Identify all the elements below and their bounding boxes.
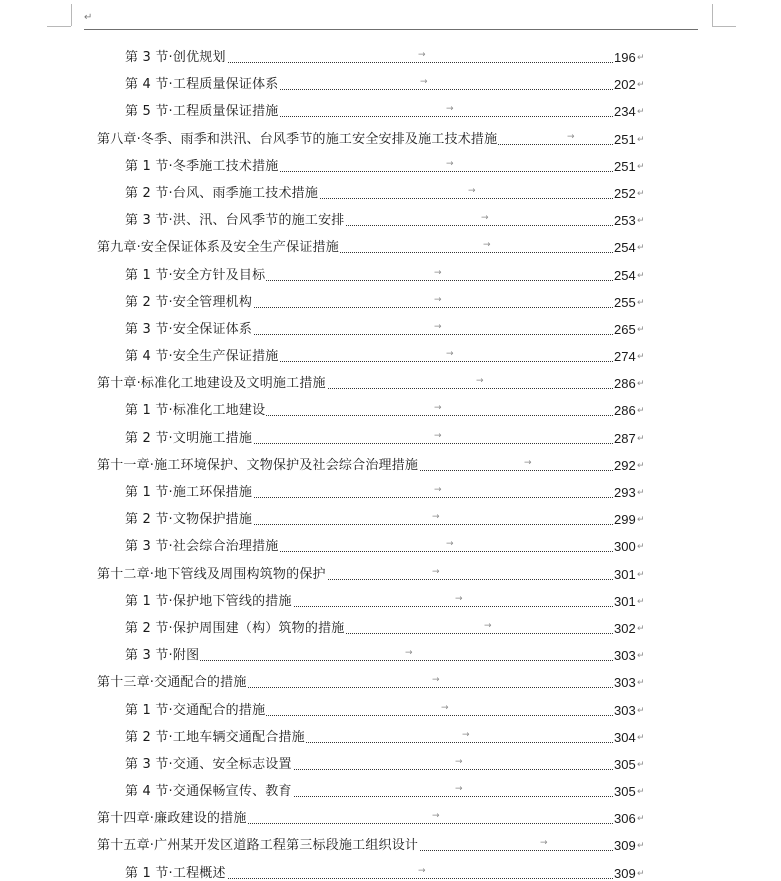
tab-arrow-mark: → [481, 213, 489, 224]
tab-arrow-mark: → [540, 838, 548, 849]
paragraph-mark: ↵ [637, 651, 645, 662]
toc-page-number: 292 [614, 452, 638, 479]
toc-page-number: 305 [614, 751, 638, 778]
toc-entry-title: 第十四章·廉政建设的措施 [97, 805, 248, 832]
paragraph-mark: ↵ [637, 406, 645, 417]
paragraph-mark: ↵ [637, 841, 645, 852]
toc-entry-title: 第十二章·地下管线及周围构筑物的保护 [97, 561, 327, 588]
tab-arrow-mark: → [446, 104, 454, 115]
toc-page-number: 287 [614, 425, 638, 452]
tab-arrow-mark: → [432, 675, 440, 686]
toc-entry-title: 第 3 节·安全保证体系 [125, 316, 253, 343]
toc-page-number: 301 [614, 561, 638, 588]
toc-chapter-entry[interactable] [0, 234, 781, 261]
crop-mark-right [712, 4, 713, 26]
toc-entry-title: 第十五章·广州某开发区道路工程第三标段施工组织设计 [97, 832, 419, 859]
tab-arrow-mark: → [434, 430, 442, 441]
paragraph-mark: ↵ [637, 569, 645, 580]
toc-page-number: 252 [614, 180, 638, 207]
paragraph-mark: ↵ [637, 243, 645, 254]
tab-arrow-mark: → [468, 185, 476, 196]
tab-arrow-mark: → [418, 50, 426, 60]
toc-section-entry[interactable] [0, 615, 781, 642]
toc-page-number: 234 [614, 98, 638, 125]
header-paragraph-mark: ↵ [84, 12, 93, 23]
tab-arrow-mark: → [420, 77, 428, 88]
toc-section-entry[interactable] [0, 98, 781, 125]
toc-section-entry[interactable] [0, 506, 781, 533]
toc-section-entry[interactable] [0, 343, 781, 370]
toc-entry-title: 第 2 节·文明施工措施 [125, 425, 253, 452]
toc-chapter-entry[interactable] [0, 805, 781, 832]
toc-page-number: 202 [614, 71, 638, 98]
toc-entry-title: 第 1 节·标准化工地建设 [125, 397, 266, 424]
tab-arrow-mark: → [441, 702, 449, 713]
toc-page-number: 309 [614, 860, 638, 881]
tab-arrow-mark: → [434, 267, 442, 278]
toc-page-number: 293 [614, 479, 638, 506]
toc-page-number: 305 [614, 778, 638, 805]
toc-section-entry[interactable] [0, 289, 781, 316]
tab-arrow-mark: → [434, 403, 442, 414]
toc-page-number: 251 [614, 153, 638, 180]
toc-section-entry[interactable] [0, 724, 781, 751]
toc-chapter-entry[interactable] [0, 669, 781, 696]
toc-section-entry[interactable] [0, 71, 781, 98]
paragraph-mark: ↵ [637, 705, 645, 716]
toc-page-number: 304 [614, 724, 638, 751]
toc-section-entry[interactable] [0, 642, 781, 669]
tab-arrow-mark: → [405, 648, 413, 659]
toc-section-entry[interactable] [0, 479, 781, 506]
toc-page-number: 196 [614, 44, 638, 71]
toc-entry-title: 第八章·冬季、雨季和洪汛、台风季节的施工安全安排及施工技术措施 [97, 126, 498, 153]
paragraph-mark: ↵ [637, 134, 645, 145]
toc-section-entry[interactable] [0, 316, 781, 343]
toc-page-number: 265 [614, 316, 638, 343]
toc-section-entry[interactable] [0, 778, 781, 805]
header-rule [84, 29, 698, 30]
toc-entry-title: 第 1 节·工程概述 [125, 860, 227, 881]
tab-arrow-mark: → [432, 811, 440, 822]
toc-page-number: 253 [614, 207, 638, 234]
paragraph-mark: ↵ [637, 678, 645, 689]
toc-entry-title: 第九章·安全保证体系及安全生产保证措施 [97, 234, 340, 261]
toc-chapter-entry[interactable] [0, 126, 781, 153]
toc-page-number: 274 [614, 343, 638, 370]
paragraph-mark: ↵ [637, 297, 645, 308]
toc-section-entry[interactable] [0, 153, 781, 180]
toc-page-number: 286 [614, 370, 638, 397]
toc-chapter-entry[interactable] [0, 370, 781, 397]
tab-arrow-mark: → [483, 240, 491, 251]
toc-entry-title: 第 3 节·洪、汛、台风季节的施工安排 [125, 207, 345, 234]
toc-page-number: 254 [614, 262, 638, 289]
paragraph-mark: ↵ [637, 352, 645, 363]
paragraph-mark: ↵ [637, 488, 645, 498]
paragraph-mark: ↵ [637, 732, 645, 743]
tab-arrow-mark: → [462, 729, 470, 740]
paragraph-mark: ↵ [637, 379, 645, 390]
paragraph-mark: ↵ [637, 161, 645, 172]
paragraph-mark: ↵ [637, 596, 645, 607]
tab-arrow-mark: → [446, 539, 454, 550]
paragraph-mark: ↵ [637, 80, 645, 91]
toc-entry-title: 第十章·标准化工地建设及文明施工措施 [97, 370, 327, 397]
paragraph-mark: ↵ [637, 515, 645, 526]
toc-page-number: 302 [614, 615, 638, 642]
toc-entry-title: 第 1 节·交通配合的措施 [125, 697, 266, 724]
toc-page-number: 251 [614, 126, 638, 153]
toc-page-number: 254 [614, 234, 638, 261]
toc-entry-title: 第 1 节·保护地下管线的措施 [125, 588, 293, 615]
toc-entry-title: 第 1 节·冬季施工技术措施 [125, 153, 279, 180]
paragraph-mark: ↵ [637, 107, 645, 118]
toc-entry-title: 第 3 节·社会综合治理措施 [125, 533, 279, 560]
tab-arrow-mark: → [446, 349, 454, 360]
paragraph-mark: ↵ [637, 460, 645, 471]
tab-arrow-mark: → [446, 158, 454, 169]
tab-arrow-mark: → [432, 512, 440, 523]
toc-dot-leader [130, 660, 613, 661]
toc-section-entry[interactable] [0, 697, 781, 724]
toc-entry-title: 第 3 节·附图 [125, 642, 200, 669]
toc-section-entry[interactable] [0, 425, 781, 452]
toc-entry-title: 第 4 节·交通保畅宣传、教育 [125, 778, 293, 805]
tab-arrow-mark: → [484, 620, 492, 631]
toc-page-number: 303 [614, 669, 638, 696]
toc-chapter-entry[interactable] [0, 832, 781, 859]
toc-section-entry[interactable] [0, 207, 781, 234]
tab-arrow-mark: → [476, 376, 484, 387]
toc-section-entry[interactable] [0, 180, 781, 207]
toc-page-number: 309 [614, 832, 638, 859]
tab-arrow-mark: → [418, 865, 426, 876]
tab-arrow-mark: → [455, 756, 463, 767]
tab-arrow-mark: → [455, 593, 463, 604]
toc-page-number: 301 [614, 588, 638, 615]
toc-section-entry[interactable] [0, 533, 781, 560]
toc-entry-title: 第十一章·施工环境保护、文物保护及社会综合治理措施 [97, 452, 419, 479]
toc-entry-title: 第 4 节·工程质量保证体系 [125, 71, 279, 98]
tab-arrow-mark: → [434, 321, 442, 332]
toc-page-number: 306 [614, 805, 638, 832]
toc-entry-title: 第 2 节·保护周围建（构）筑物的措施 [125, 615, 345, 642]
toc-section-entry[interactable] [0, 44, 781, 71]
toc-page-number: 300 [614, 533, 638, 560]
tab-arrow-mark: → [455, 784, 463, 795]
toc-entry-title: 第十三章·交通配合的措施 [97, 669, 248, 696]
toc-section-entry[interactable] [0, 397, 781, 424]
paragraph-mark: ↵ [637, 868, 645, 879]
paragraph-mark: ↵ [637, 53, 645, 63]
crop-mark-left-horizontal [47, 26, 71, 27]
paragraph-mark: ↵ [637, 270, 645, 281]
tab-arrow-mark: → [567, 131, 575, 142]
toc-entry-title: 第 3 节·创优规划 [125, 44, 227, 71]
crop-mark-right-horizontal [712, 26, 736, 27]
paragraph-mark: ↵ [637, 623, 645, 634]
paragraph-mark: ↵ [637, 787, 645, 798]
toc-section-entry[interactable] [0, 262, 781, 289]
tab-arrow-mark: → [524, 457, 532, 468]
toc-entry-title: 第 4 节·安全生产保证措施 [125, 343, 279, 370]
paragraph-mark: ↵ [637, 759, 645, 770]
toc-section-entry[interactable] [0, 751, 781, 778]
paragraph-mark: ↵ [637, 542, 645, 553]
toc-page-number: 255 [614, 289, 638, 316]
toc-page-number: 286 [614, 397, 638, 424]
paragraph-mark: ↵ [637, 188, 645, 199]
toc-entry-title: 第 1 节·安全方针及目标 [125, 262, 266, 289]
toc-entry-title: 第 2 节·文物保护措施 [125, 506, 253, 533]
tab-arrow-mark: → [434, 485, 442, 495]
toc-entry-title: 第 2 节·台风、雨季施工技术措施 [125, 180, 319, 207]
paragraph-mark: ↵ [637, 216, 645, 227]
paragraph-mark: ↵ [637, 324, 645, 335]
toc-chapter-entry[interactable] [0, 561, 781, 588]
paragraph-mark: ↵ [637, 433, 645, 444]
toc-section-entry[interactable] [0, 860, 781, 881]
table-of-contents [0, 44, 781, 881]
toc-page-number: 299 [614, 506, 638, 533]
tab-arrow-mark: → [434, 294, 442, 305]
toc-chapter-entry[interactable] [0, 452, 781, 479]
toc-entry-title: 第 2 节·安全管理机构 [125, 289, 253, 316]
toc-entry-title: 第 5 节·工程质量保证措施 [125, 98, 279, 125]
paragraph-mark: ↵ [637, 814, 645, 825]
toc-entry-title: 第 3 节·交通、安全标志设置 [125, 751, 293, 778]
toc-section-entry[interactable] [0, 588, 781, 615]
tab-arrow-mark: → [432, 566, 440, 577]
toc-page-number: 303 [614, 697, 638, 724]
toc-page-number: 303 [614, 642, 638, 669]
toc-entry-title: 第 1 节·施工环保措施 [125, 479, 253, 506]
toc-entry-title: 第 2 节·工地车辆交通配合措施 [125, 724, 306, 751]
crop-mark-left [71, 4, 72, 26]
